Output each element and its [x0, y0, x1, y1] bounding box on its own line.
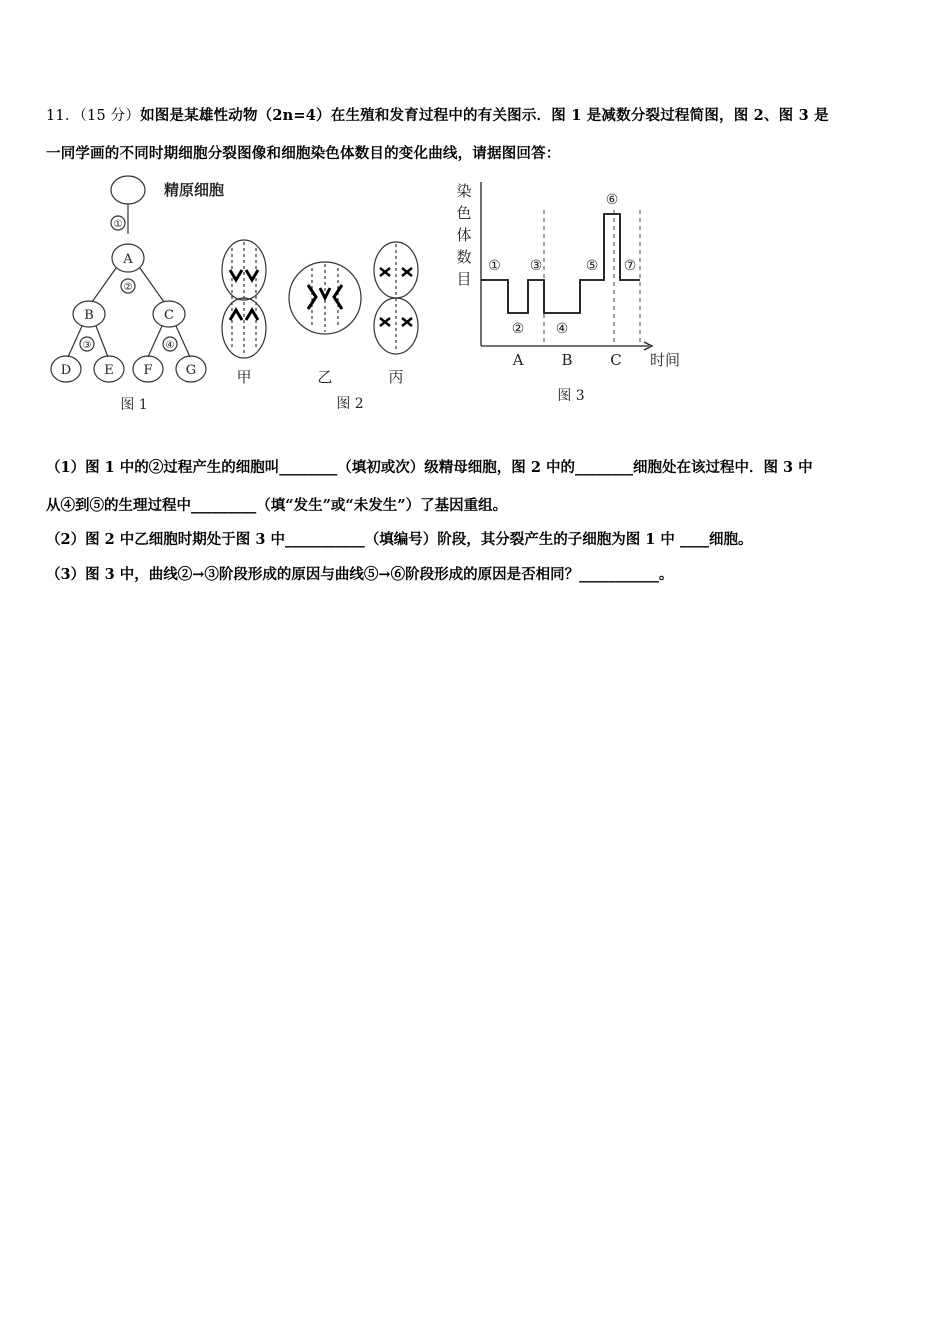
fig3-stage-mark: ⑤ — [585, 258, 599, 274]
fig3-ylabel-3: 数 — [456, 248, 472, 266]
cell-jia — [222, 240, 266, 358]
cell-bing — [374, 242, 418, 354]
fig3-curve — [481, 214, 640, 313]
subquestion-3-text: （3）图 3 中，曲线②→③阶段形成的原因与曲线⑤→⑥阶段形成的原因是否相同？___________。 — [46, 566, 674, 583]
question-score: （15 分） — [79, 108, 141, 124]
fig3-stage-mark: ⑦ — [623, 258, 637, 274]
fig2-label-jia: 甲 — [236, 368, 252, 386]
figure2-cells — [222, 240, 418, 358]
fig3-stage-mark: ⑥ — [605, 192, 619, 208]
fig3-caption: 图 3 — [557, 388, 585, 404]
subquestion-1-line2 — [46, 494, 507, 515]
fig1-node-a: A — [123, 252, 133, 267]
subquestion-3 — [46, 563, 673, 584]
figures-svg — [44, 170, 694, 415]
subquestion-1-text2: 从④到⑤的生理过程中_________（填“发生”或“未发生”）了基因重组。 — [46, 497, 508, 514]
fig3-xticks — [512, 351, 680, 369]
figure2-labels — [236, 368, 403, 412]
fig3-ylabel-2: 体 — [456, 226, 472, 244]
cell-yi — [289, 262, 361, 334]
fig1-step2: ② — [123, 282, 133, 293]
fig2-label-bing: 丙 — [388, 368, 404, 386]
fig1-node-c: C — [164, 308, 174, 323]
fig1-node-f: F — [143, 363, 153, 378]
fig3-stage-mark: ④ — [555, 321, 569, 337]
fig3-stage-mark: ③ — [529, 258, 543, 274]
subquestion-2-text: （2）图 2 中乙细胞时期处于图 3 中___________（填编号）阶段，其分裂产生的子细胞为图 1 中 ____细胞。 — [46, 531, 753, 548]
fig1-caption: 图 1 — [120, 397, 148, 413]
question-stem-text2: 一同学画的不同时期细胞分裂图像和细胞染色体数目的变化曲线，请据图回答： — [46, 145, 561, 162]
fig2-caption: 图 2 — [336, 396, 364, 412]
figure1-labels — [61, 181, 224, 413]
subquestion-1-line1 — [46, 456, 813, 477]
question-stem-line2 — [46, 142, 561, 163]
fig3-xtick-a: A — [512, 351, 524, 369]
fig1-node-g: G — [185, 363, 197, 378]
fig1-step3: ③ — [82, 340, 92, 351]
question-stem-line1 — [46, 104, 829, 125]
fig3-stage-mark: ② — [511, 321, 525, 337]
fig3-ylabel — [456, 182, 471, 288]
fig1-top-label: 精原细胞 — [163, 181, 225, 199]
fig3-ylabel-0: 染 — [456, 182, 472, 200]
question-stem-text1: 如图是某雄性动物（2n=4）在生殖和发育过程中的有关图示．图 1 是减数分裂过程简图，图 2、图 3 是 — [140, 107, 829, 124]
question-number: 11． — [46, 108, 80, 124]
fig3-xlabel: 时间 — [649, 351, 681, 369]
fig3-xtick-b: B — [561, 351, 573, 369]
fig3-stage-mark: ① — [488, 258, 501, 274]
fig1-node-b: B — [84, 308, 94, 323]
fig1-node-d: D — [60, 363, 72, 378]
spermatogonium-cell — [111, 176, 145, 204]
fig3-xtick-c: C — [610, 351, 622, 369]
subquestion-2 — [46, 528, 752, 549]
fig1-step4: ④ — [165, 340, 175, 351]
subquestion-1-text1: （1）图 1 中的②过程产生的细胞叫________（填初或次）级精母细胞，图 2 中的________细胞处在该过程中．图 3 中 — [46, 459, 813, 476]
fig2-label-yi: 乙 — [317, 368, 333, 386]
fig1-node-e: E — [104, 363, 114, 378]
fig3-ylabel-4: 目 — [456, 270, 472, 288]
fig3-ylabel-1: 色 — [456, 204, 472, 222]
figures-area — [44, 170, 694, 415]
figure3-chart — [456, 182, 680, 404]
fig1-step1: ① — [113, 219, 123, 230]
figure1-tree — [51, 176, 206, 382]
